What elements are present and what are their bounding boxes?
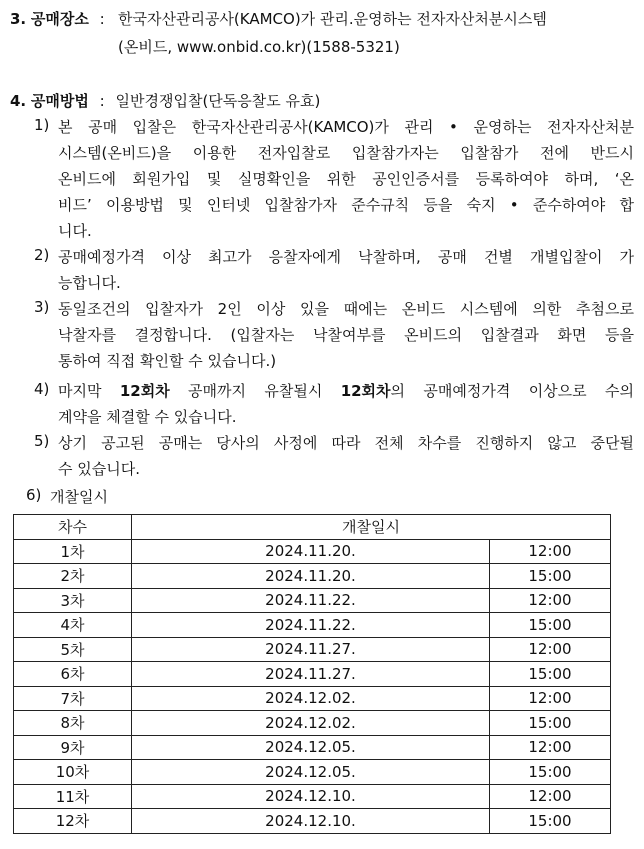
date-cell: 2024.12.05.: [132, 760, 490, 785]
date-cell: 2024.11.20.: [132, 564, 490, 589]
item-1-line: 니다.: [58, 222, 92, 240]
item-4-number: 4): [34, 380, 50, 398]
time-cell: 15:00: [490, 809, 611, 834]
item-4-text: 공매까지 유찰될시: [169, 382, 341, 400]
header-round: 차수: [14, 515, 132, 540]
round-cell: 2차: [14, 564, 132, 589]
round-cell: 1차: [14, 539, 132, 564]
round-cell: 11차: [14, 784, 132, 809]
date-cell: 2024.12.10.: [132, 784, 490, 809]
section-4-title: 공매방법: [30, 92, 89, 110]
section-4-separator: :: [99, 92, 105, 110]
table-row: [14, 784, 611, 809]
time-cell: 12:00: [490, 637, 611, 662]
section-4-value: 일반경쟁입찰(단독응찰도 유효): [115, 92, 321, 110]
round-cell: 8차: [14, 711, 132, 736]
table-row: [14, 588, 611, 613]
section-3-heading: [10, 8, 111, 29]
date-cell: 2024.11.22.: [132, 613, 490, 638]
table-row: [14, 539, 611, 564]
item-5-line: 수 있습니다.: [58, 460, 140, 478]
section-3-number: 3.: [10, 10, 27, 28]
item-2-line: 공매예정가격 이상 최고가 응찰자에게 낙찰하며, 공매 건별 개별입찰이 가: [58, 248, 634, 266]
item-4-round-highlight: 12회차: [340, 382, 391, 400]
item-6-label: 개찰일시: [50, 488, 108, 506]
table-row: [14, 760, 611, 785]
item-3-line: 통하여 직접 확인할 수 있습니다.): [58, 352, 277, 370]
table-row: [14, 711, 611, 736]
schedule-table: [13, 514, 611, 834]
time-cell: 15:00: [490, 613, 611, 638]
time-cell: 12:00: [490, 686, 611, 711]
time-cell: 12:00: [490, 588, 611, 613]
section-3-line-1: 한국자산관리공사(KAMCO)가 관리.운영하는 전자자산처분시스템: [118, 10, 547, 28]
date-cell: 2024.12.05.: [132, 735, 490, 760]
item-2-line: 능합니다.: [58, 274, 121, 292]
item-3-number: 3): [34, 298, 50, 316]
item-3-line: 동일조건의 입찰자가 2인 이상 있을 때에는 온비드 시스템에 의한 추첨으로: [58, 300, 634, 318]
item-1-line: 온비드에 회원가입 및 실명확인을 위한 공인인증서를 등록하여야 하며, ‘온: [58, 170, 634, 188]
item-5-number: 5): [34, 432, 50, 450]
round-cell: 10차: [14, 760, 132, 785]
date-cell: 2024.11.22.: [132, 588, 490, 613]
header-datetime: 개찰일시: [132, 515, 611, 540]
time-cell: 15:00: [490, 760, 611, 785]
round-cell: 3차: [14, 588, 132, 613]
table-row: [14, 735, 611, 760]
item-4-text: 마지막: [58, 382, 120, 400]
item-3-line: 낙찰자를 결정합니다. (입찰자는 낙찰여부를 온비드의 입찰결과 화면 등을: [58, 326, 634, 344]
round-cell: 6차: [14, 662, 132, 687]
item-4-line-1: [58, 380, 634, 401]
section-3-separator: :: [99, 10, 105, 28]
section-4-heading: [10, 90, 320, 111]
item-4-round-highlight: 12회차: [119, 382, 170, 400]
table-row: [14, 613, 611, 638]
round-cell: 4차: [14, 613, 132, 638]
item-6-number: 6): [26, 486, 42, 504]
time-cell: 12:00: [490, 539, 611, 564]
round-cell: 12차: [14, 809, 132, 834]
item-1-line: 본 공매 입찰은 한국자산관리공사(KAMCO)가 관리 • 운영하는 전자자산처분: [58, 118, 634, 136]
item-2-number: 2): [34, 246, 50, 264]
table-row: [14, 637, 611, 662]
table-row: [14, 564, 611, 589]
item-5-line: 상기 공고된 공매는 당사의 사정에 따라 전체 차수를 진행하지 않고 중단될: [58, 434, 634, 452]
time-cell: 15:00: [490, 662, 611, 687]
table-row: [14, 686, 611, 711]
item-1-line: 비드’ 이용방법 및 인터넷 입찰참가자 준수규칙 등을 숙지 • 준수하여야 합: [58, 196, 634, 214]
date-cell: 2024.11.27.: [132, 662, 490, 687]
item-4-line-2: 계약을 체결할 수 있습니다.: [58, 408, 237, 426]
round-cell: 5차: [14, 637, 132, 662]
date-cell: 2024.12.02.: [132, 686, 490, 711]
table-row: [14, 662, 611, 687]
section-3-title: 공매장소: [30, 10, 89, 28]
table-header-row: [14, 515, 611, 540]
round-cell: 7차: [14, 686, 132, 711]
time-cell: 15:00: [490, 711, 611, 736]
date-cell: 2024.12.10.: [132, 809, 490, 834]
section-3-line-2: (온비드, www.onbid.co.kr)(1588-5321): [118, 38, 400, 56]
item-4-text: 의 공매예정가격 이상으로 수의: [390, 382, 634, 400]
date-cell: 2024.11.20.: [132, 539, 490, 564]
date-cell: 2024.12.02.: [132, 711, 490, 736]
item-1-number: 1): [34, 116, 50, 134]
round-cell: 9차: [14, 735, 132, 760]
section-4-number: 4.: [10, 92, 27, 110]
table-row: [14, 809, 611, 834]
time-cell: 15:00: [490, 564, 611, 589]
time-cell: 12:00: [490, 735, 611, 760]
date-cell: 2024.11.27.: [132, 637, 490, 662]
item-1-line: 시스템(온비드)을 이용한 전자입찰로 입찰참가자는 입찰참가 전에 반드시: [58, 144, 634, 162]
time-cell: 12:00: [490, 784, 611, 809]
